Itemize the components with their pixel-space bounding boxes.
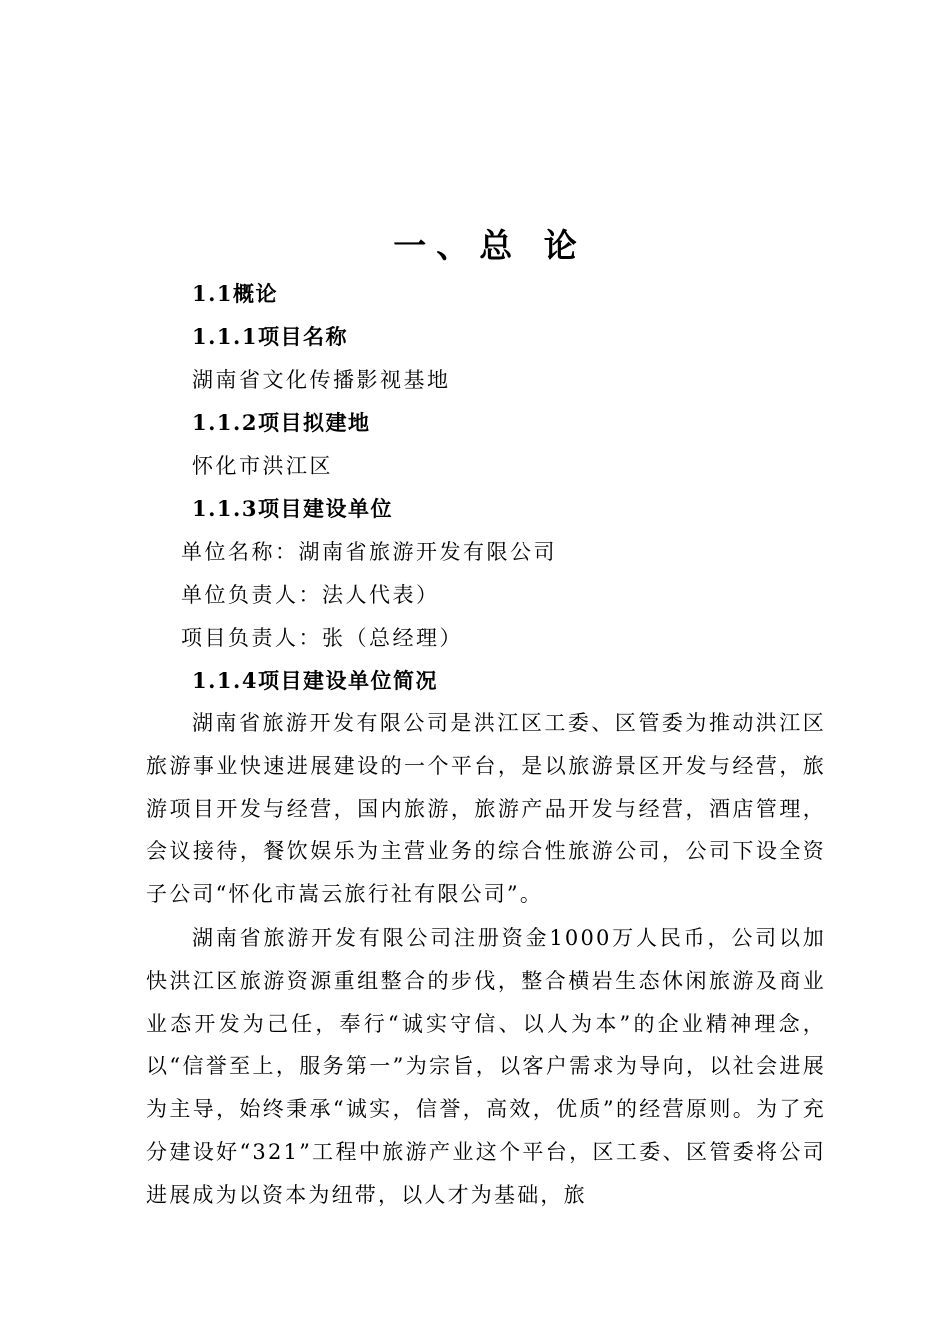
- unit-name-line: 单位名称：湖南省旅游开发有限公司: [181, 540, 557, 564]
- chapter-title: 一、总 论: [393, 226, 587, 265]
- section-heading-overview: 1.1概论: [192, 281, 279, 306]
- profile-paragraph-1-text: 湖南省旅游开发有限公司是洪江区工委、区管委为推动洪江区旅游事业快速进展建设的一个平台，是以旅游景区开发与经营，旅游项目开发与经营，国内旅游，旅游产品开发与经营，酒店管理，会议接待，餐饮娱乐为主营业务的综合性旅游公司，公司下设全资子公司“怀化市嵩云旅行社有限公司”。: [146, 711, 826, 907]
- unit-leader-line: 单位负责人：法人代表）: [181, 583, 440, 607]
- section-heading-project-site: 1.1.2项目拟建地: [192, 410, 371, 435]
- project-site-value: 怀化市洪江区: [192, 454, 333, 478]
- project-leader-line: 项目负责人：张（总经理）: [181, 626, 463, 650]
- project-name-value: 湖南省文化传播影视基地: [192, 368, 451, 392]
- section-heading-unit-profile: 1.1.4项目建设单位简况: [192, 668, 438, 693]
- profile-paragraph-1: [146, 702, 826, 916]
- section-heading-construction-unit: 1.1.3项目建设单位: [192, 496, 393, 521]
- profile-paragraph-2-text: 湖南省旅游开发有限公司注册资金1000万人民币，公司以加快洪江区旅游资源重组整合的步伐，整合横岩生态休闲旅游及商业业态开发为己任，奉行“诚实守信、以人为本”的企业精神理念，以“信誉至上，服务第一”为宗旨，以客户需求为导向，以社会进展为主导，始终秉承“诚实，信誉，高效，优质”的经营原则。为了充分建设好“321”工程中旅游产业这个平台，区工委、区管委将公司进展成为以资本为纽带，以人才为基础，旅: [146, 926, 826, 1207]
- profile-paragraph-2: [146, 917, 826, 1217]
- section-heading-project-name: 1.1.1项目名称: [192, 324, 348, 349]
